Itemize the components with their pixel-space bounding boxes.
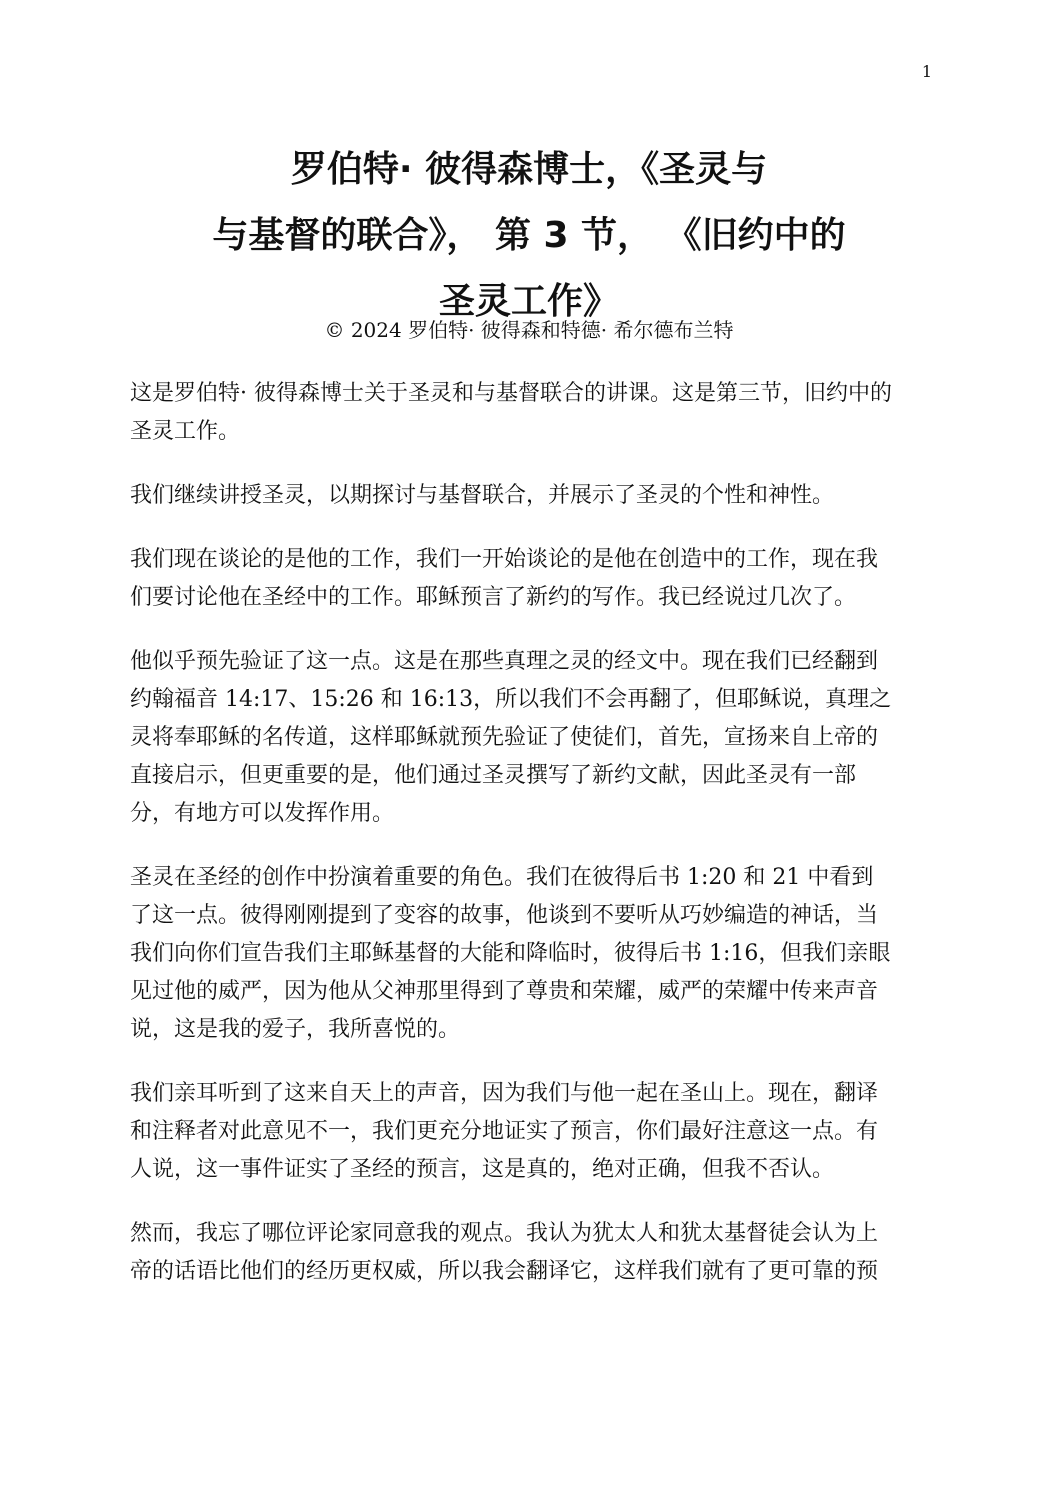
text-line: 分，有地方可以发挥作用。 xyxy=(130,801,395,826)
text-line: 了这一点。彼得刚刚提到了变容的故事，他谈到不要听从巧妙编造的神话，当 xyxy=(130,903,879,928)
text-line: 约翰福音 14:17、15:26 和 16:13，所以我们不会再翻了，但耶稣说，真理之 xyxy=(130,687,892,712)
text-line: 和注释者对此意见不一，我们更充分地证实了预言，你们最好注意这一点。有 xyxy=(130,1119,879,1144)
paragraph xyxy=(130,541,928,617)
document-title xyxy=(130,137,928,335)
paragraph xyxy=(130,477,928,515)
title-line: 罗伯特· 彼得森博士，《圣灵与 xyxy=(290,149,768,190)
title-line: 圣灵工作》 xyxy=(438,281,619,322)
text-line: 见过他的威严，因为他从父神那里得到了尊贵和荣耀，威严的荣耀中传来声音 xyxy=(130,979,879,1004)
copyright-notice: © 2024 罗伯特· 彼得森和特德· 希尔德布兰特 xyxy=(324,318,734,342)
document-body xyxy=(130,375,928,1317)
paragraph xyxy=(130,1215,928,1291)
text-line: 帝的话语比他们的经历更权威，所以我会翻译它，这样我们就有了更可靠的预 xyxy=(130,1259,879,1284)
text-line: 灵将奉耶稣的名传道，这样耶稣就预先验证了使徒们，首先，宣扬来自上帝的 xyxy=(130,725,879,750)
text-line: 我们亲耳听到了这来自天上的声音，因为我们与他一起在圣山上。现在，翻译 xyxy=(130,1081,879,1106)
text-line: 我们向你们宣告我们主耶稣基督的大能和降临时，彼得后书 1:16，但我们亲眼 xyxy=(130,941,891,966)
paragraph xyxy=(130,859,928,1049)
text-line: 圣灵工作。 xyxy=(130,419,241,444)
text-line: 这是罗伯特· 彼得森博士关于圣灵和与基督联合的讲课。这是第三节，旧约中的 xyxy=(130,381,892,406)
text-line: 人说，这一事件证实了圣经的预言，这是真的，绝对正确，但我不否认。 xyxy=(130,1157,835,1182)
text-line: 我们继续讲授圣灵，以期探讨与基督联合，并展示了圣灵的个性和神性。 xyxy=(130,483,835,508)
text-line: 我们现在谈论的是他的工作，我们一开始谈论的是他在创造中的工作，现在我 xyxy=(130,547,879,572)
paragraph xyxy=(130,643,928,833)
paragraph xyxy=(130,375,928,451)
text-line: 然而，我忘了哪位评论家同意我的观点。我认为犹太人和犹太基督徒会认为上 xyxy=(130,1221,879,1246)
paragraph xyxy=(130,1075,928,1189)
text-line: 圣灵在圣经的创作中扮演着重要的角色。我们在彼得后书 1:20 和 21 中看到 xyxy=(130,865,874,890)
title-line: 与基督的联合》， 第 3 节， 《旧约中的 xyxy=(212,215,846,256)
text-line: 们要讨论他在圣经中的工作。耶稣预言了新约的写作。我已经说过几次了。 xyxy=(130,585,857,610)
page-number: 1 xyxy=(921,62,932,81)
text-line: 说，这是我的爱子，我所喜悦的。 xyxy=(130,1017,461,1042)
text-line: 直接启示，但更重要的是，他们通过圣灵撰写了新约文献，因此圣灵有一部 xyxy=(130,763,857,788)
text-line: 他似乎预先验证了这一点。这是在那些真理之灵的经文中。现在我们已经翻到 xyxy=(130,649,879,674)
